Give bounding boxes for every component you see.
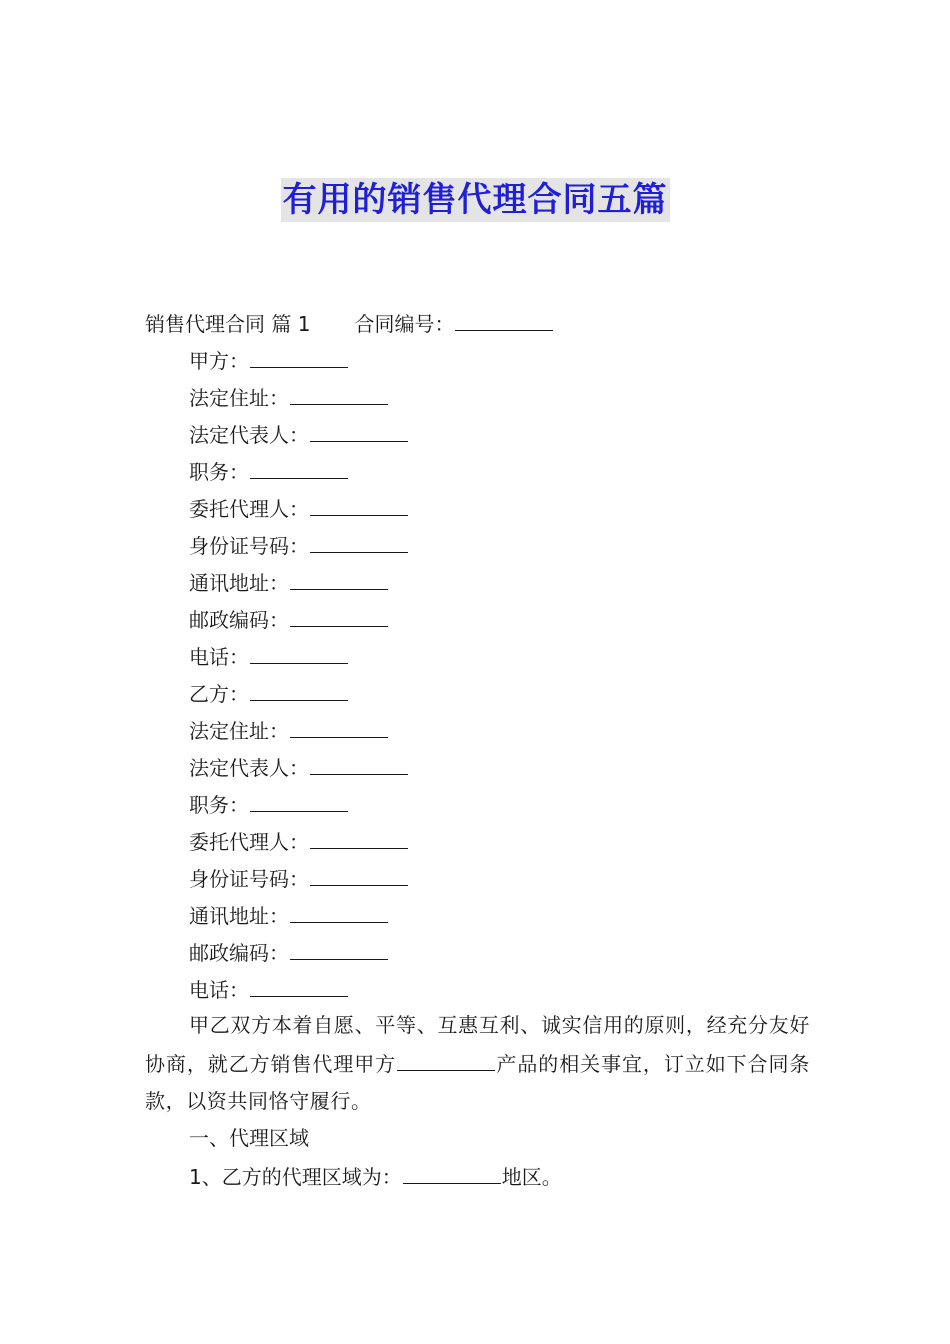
party-a-field xyxy=(145,637,810,674)
field-label: 法定住址： xyxy=(189,719,289,743)
contract-number-label: 合同编号： xyxy=(354,312,455,336)
party-b-field xyxy=(145,822,810,859)
field-blank xyxy=(310,415,408,442)
field-blank xyxy=(310,748,408,775)
party-b-field xyxy=(145,785,810,822)
document-title-wrap xyxy=(0,178,950,222)
party-b-field xyxy=(145,859,810,896)
party-b-field xyxy=(145,933,810,970)
region-blank xyxy=(403,1157,501,1184)
field-label: 通讯地址： xyxy=(189,571,289,595)
contract-body xyxy=(145,304,810,1194)
party-a-blank xyxy=(250,341,348,368)
field-label: 职务： xyxy=(189,793,249,817)
field-label: 身份证号码： xyxy=(189,534,309,558)
party-b-field xyxy=(145,970,810,1007)
party-b-line xyxy=(145,674,810,711)
field-label: 电话： xyxy=(189,645,249,669)
party-a-field xyxy=(145,489,810,526)
party-a-field xyxy=(145,600,810,637)
field-blank xyxy=(310,526,408,553)
field-label: 通讯地址： xyxy=(189,904,289,928)
item-1-prefix: 1、乙方的代理区域为： xyxy=(189,1165,402,1189)
party-b-field xyxy=(145,748,810,785)
intro-paragraph xyxy=(145,1007,810,1120)
intro-text-part1: 甲乙双方本着自愿、平等、互惠互利、诚实信用的原则，经充分友好协商，就乙方销售代理甲方 xyxy=(145,1013,810,1076)
field-blank xyxy=(250,970,348,997)
field-blank xyxy=(290,896,388,923)
field-blank xyxy=(290,711,388,738)
field-blank xyxy=(290,600,388,627)
party-a-field xyxy=(145,378,810,415)
intro-text-part2: 产品的相关事宜，订立如下合同条款，以资共同恪守履行。 xyxy=(145,1052,810,1113)
section-1-heading: 一、代理区域 xyxy=(189,1126,309,1150)
field-label: 职务： xyxy=(189,460,249,484)
field-label: 邮政编码： xyxy=(189,941,289,965)
contract-header-line xyxy=(145,304,810,341)
party-a-field xyxy=(145,563,810,600)
field-label: 法定代表人： xyxy=(189,423,309,447)
product-blank xyxy=(397,1044,495,1071)
field-blank xyxy=(250,785,348,812)
party-a-label: 甲方： xyxy=(189,349,249,373)
field-blank xyxy=(310,489,408,516)
field-label: 法定代表人： xyxy=(189,756,309,780)
party-a-field xyxy=(145,452,810,489)
field-blank xyxy=(250,452,348,479)
party-b-label: 乙方： xyxy=(189,682,249,706)
field-blank xyxy=(310,859,408,886)
contract-section-label: 销售代理合同 篇 1 xyxy=(145,312,311,336)
item-1-suffix: 地区。 xyxy=(501,1165,562,1189)
field-label: 委托代理人： xyxy=(189,497,309,521)
party-a-line xyxy=(145,341,810,378)
field-blank xyxy=(290,563,388,590)
field-blank xyxy=(290,933,388,960)
party-b-field xyxy=(145,896,810,933)
field-label: 委托代理人： xyxy=(189,830,309,854)
party-b-blank xyxy=(250,674,348,701)
party-b-field xyxy=(145,711,810,748)
section-heading xyxy=(145,1120,810,1157)
field-blank xyxy=(250,637,348,664)
field-blank xyxy=(290,378,388,405)
field-label: 法定住址： xyxy=(189,386,289,410)
contract-number-blank xyxy=(455,304,553,331)
section-1-item-1 xyxy=(145,1157,810,1194)
field-label: 身份证号码： xyxy=(189,867,309,891)
field-label: 电话： xyxy=(189,978,249,1002)
document-title: 有用的销售代理合同五篇 xyxy=(282,180,668,220)
party-a-field xyxy=(145,415,810,452)
field-label: 邮政编码： xyxy=(189,608,289,632)
party-a-field xyxy=(145,526,810,563)
field-blank xyxy=(310,822,408,849)
